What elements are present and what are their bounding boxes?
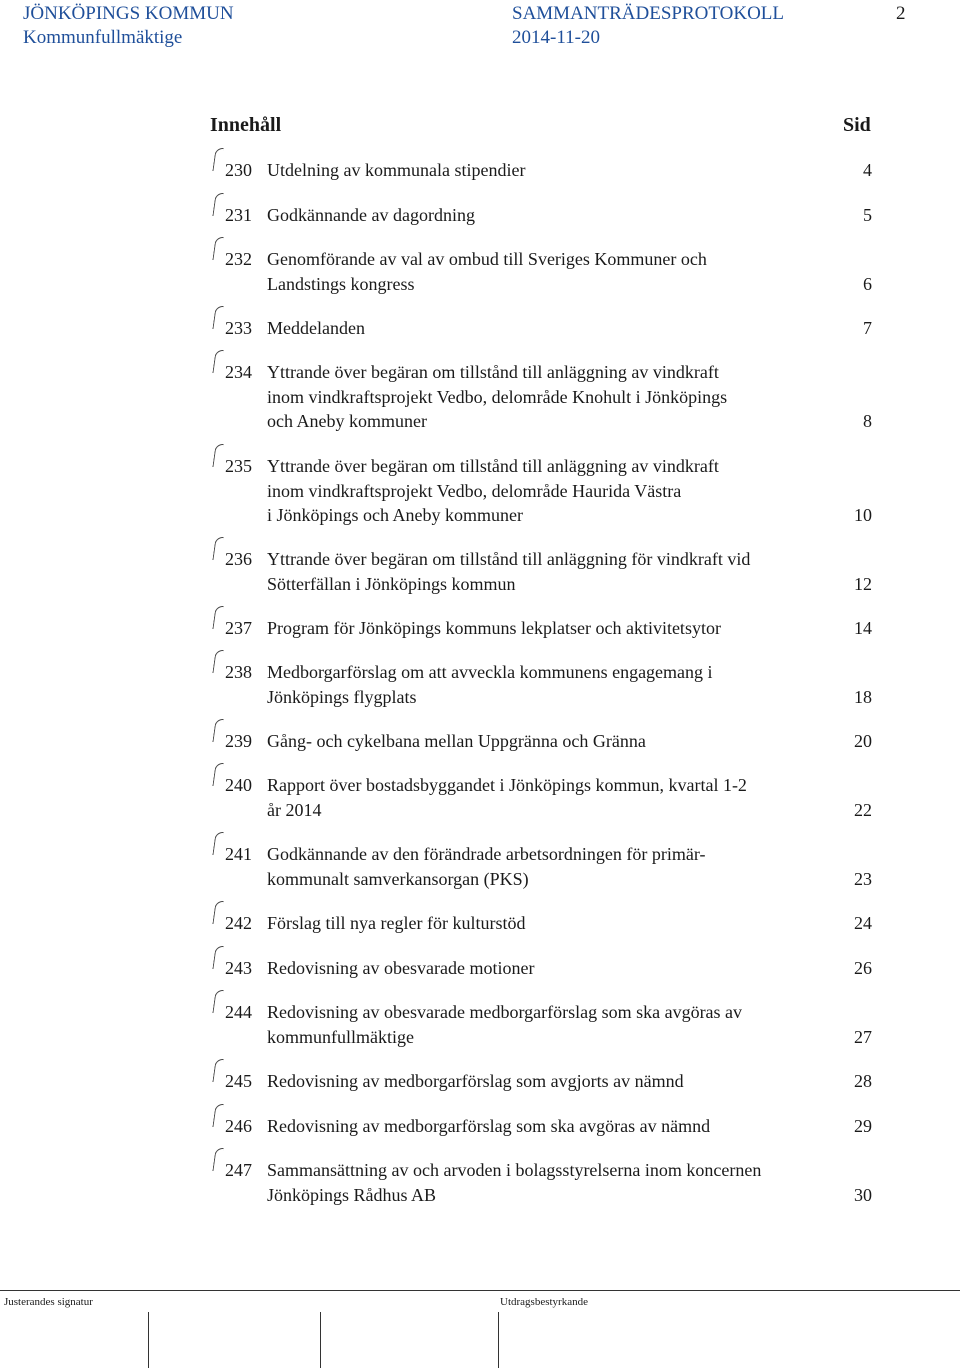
entry-page-number: 24 xyxy=(854,913,872,933)
entry-title-line: Redovisning av medborgarförslag som avgjorts av nämnd xyxy=(267,1071,684,1091)
entry-title-line: Genomförande av val av ombud till Sveriges Kommuner och xyxy=(267,249,707,269)
entry-title-line: Yttrande över begäran om tillstånd till anläggning av vindkraft xyxy=(267,456,719,476)
assembly-name: Kommunfullmäktige xyxy=(23,27,183,48)
entry-page-number: 18 xyxy=(854,686,872,707)
section-number: 241 xyxy=(225,844,252,864)
section-number: 237 xyxy=(225,618,252,638)
section-number: 240 xyxy=(225,775,252,795)
section-number: 246 xyxy=(225,1116,252,1136)
entry-title-line: Utdelning av kommunala stipendier xyxy=(267,160,526,180)
entry-title-line: Jönköpings Rådhus AB xyxy=(267,1184,437,1205)
entry-title-line: Gång- och cykelbana mellan Uppgränna och Gränna xyxy=(267,731,646,751)
signature-box-divider xyxy=(498,1312,499,1368)
entry-title-line: Rapport över bostadsbyggandet i Jönköpings kommun, kvartal 1-2 xyxy=(267,775,747,795)
entry-title xyxy=(267,1158,847,1207)
entry-title xyxy=(267,360,847,434)
signature-box-divider xyxy=(148,1312,149,1368)
entry-title-line: Redovisning av obesvarade medborgarförslag som ska avgöras av xyxy=(267,1002,743,1022)
meeting-date: 2014-11-20 xyxy=(512,27,600,48)
entry-page-number: 12 xyxy=(854,573,872,594)
entry-title-line: och Aneby kommuner xyxy=(267,411,427,431)
entry-title-line: inom vindkraftsprojekt Vedbo, delområde Knohult i Jönköpings xyxy=(267,386,728,407)
entry-title xyxy=(267,911,847,936)
section-number: 242 xyxy=(225,913,252,933)
entry-page-number: 20 xyxy=(854,731,872,751)
page-number: 2 xyxy=(896,3,906,24)
entry-title xyxy=(267,316,847,341)
entry-title xyxy=(267,956,847,981)
entry-title xyxy=(267,547,847,596)
section-number: 247 xyxy=(225,1160,252,1180)
entry-title-line: år 2014 xyxy=(267,799,322,820)
entry-title-line: kommunalt samverkansorgan (PKS) xyxy=(267,868,529,889)
entry-title-line: Jönköpings flygplats xyxy=(267,686,417,707)
toc-title: Innehåll xyxy=(210,114,282,136)
entry-title-line: Yttrande över begäran om tillstånd till anläggning av vindkraft xyxy=(267,362,719,382)
entry-title-line: Sammansättning av och arvoden i bolagsstyrelserna inom koncernen xyxy=(267,1160,762,1180)
signature-box-divider xyxy=(320,1312,321,1368)
organization-name: JÖNKÖPINGS KOMMUN xyxy=(23,3,234,24)
entry-title xyxy=(267,729,847,754)
entry-page-number: 6 xyxy=(863,273,872,294)
entry-title-line: Sötterfällan i Jönköpings kommun xyxy=(267,573,516,594)
entry-title-line: Meddelanden xyxy=(267,318,365,338)
section-number: 233 xyxy=(225,318,252,338)
entry-title xyxy=(267,158,847,183)
section-number: 235 xyxy=(225,456,252,476)
entry-page-number: 29 xyxy=(854,1116,872,1136)
entry-page-number: 14 xyxy=(854,618,872,638)
entry-title-line: kommunfullmäktige xyxy=(267,1026,414,1047)
entry-title xyxy=(267,842,847,891)
entry-title-line: i Jönköpings och Aneby kommuner xyxy=(267,505,523,525)
entry-title xyxy=(267,203,847,228)
entry-title-line: Redovisning av medborgarförslag som ska avgöras av nämnd xyxy=(267,1116,711,1136)
adjuster-signature-label: Justerandes signatur xyxy=(4,1296,93,1308)
entry-title-line: Medborgarförslag om att avveckla kommunens engagemang i xyxy=(267,662,713,682)
entry-title-line: Godkännande av dagordning xyxy=(267,205,475,225)
section-number: 238 xyxy=(225,662,252,682)
entry-title xyxy=(267,660,847,709)
entry-title-line: Godkännande av den förändrade arbetsordningen för primär- xyxy=(267,844,706,864)
entry-title xyxy=(267,1000,847,1049)
entry-page-number: 26 xyxy=(854,958,872,978)
entry-title xyxy=(267,247,847,296)
entry-page-number: 4 xyxy=(863,160,872,180)
entry-title xyxy=(267,773,847,822)
entry-title-line: Landstings kongress xyxy=(267,273,415,294)
entry-title-line: inom vindkraftsprojekt Vedbo, delområde Haurida Västra xyxy=(267,480,682,501)
entry-title xyxy=(267,454,847,528)
section-number: 245 xyxy=(225,1071,252,1091)
entry-page-number: 7 xyxy=(863,318,872,338)
section-number: 232 xyxy=(225,249,252,269)
entry-title-line: Förslag till nya regler för kulturstöd xyxy=(267,913,526,933)
section-number: 239 xyxy=(225,731,252,751)
section-number: 230 xyxy=(225,160,252,180)
entry-title-line: Program för Jönköpings kommuns lekplatser och aktivitetsytor xyxy=(267,618,721,638)
entry-title xyxy=(267,616,847,641)
entry-page-number: 30 xyxy=(854,1184,872,1205)
section-number: 236 xyxy=(225,549,252,569)
entry-title xyxy=(267,1114,847,1139)
entry-page-number: 5 xyxy=(863,205,872,225)
extract-certifier-label: Utdragsbestyrkande xyxy=(500,1296,588,1308)
entry-page-number: 23 xyxy=(854,868,872,889)
entry-page-number: 27 xyxy=(854,1026,872,1047)
entry-page-number: 10 xyxy=(854,505,872,525)
toc-page-heading: Sid xyxy=(843,114,871,136)
document-type: SAMMANTRÄDESPROTOKOLL xyxy=(512,3,785,24)
section-number: 231 xyxy=(225,205,252,225)
entry-page-number: 8 xyxy=(863,411,872,431)
section-number: 234 xyxy=(225,362,252,382)
section-number: 244 xyxy=(225,1002,252,1022)
entry-page-number: 28 xyxy=(854,1071,872,1091)
entry-title-line: Yttrande över begäran om tillstånd till anläggning för vindkraft vid xyxy=(267,549,751,569)
footer-divider xyxy=(0,1290,960,1291)
section-number: 243 xyxy=(225,958,252,978)
entry-title-line: Redovisning av obesvarade motioner xyxy=(267,958,535,978)
entry-title xyxy=(267,1069,847,1094)
entry-page-number: 22 xyxy=(854,799,872,820)
